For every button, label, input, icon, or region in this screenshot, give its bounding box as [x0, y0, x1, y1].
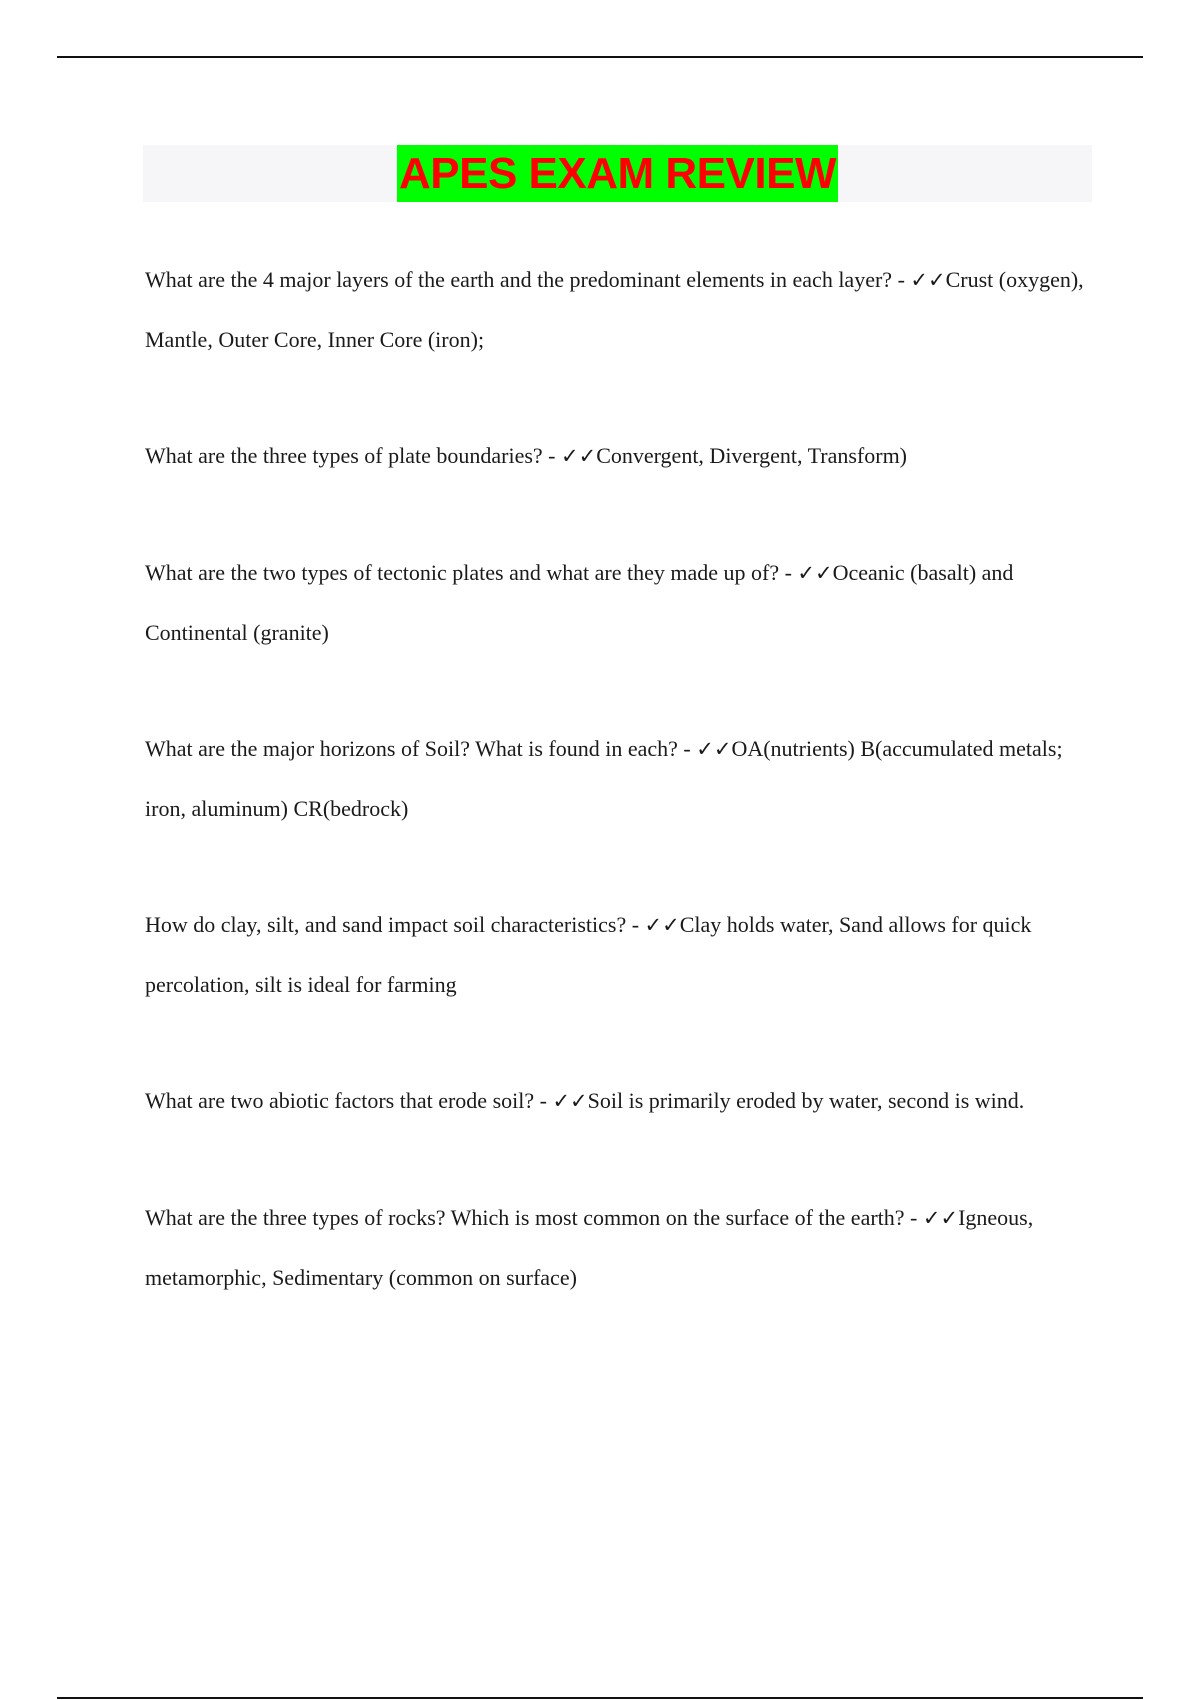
- double-check-icon: ✓✓: [922, 1206, 959, 1230]
- double-check-icon: ✓✓: [797, 561, 833, 585]
- question: What are the two types of tectonic plates and what are they made up of?: [145, 560, 780, 585]
- document-title: APES EXAM REVIEW: [397, 145, 838, 202]
- question: What are the three types of rocks? Which is most common on the surface of the earth?: [145, 1205, 905, 1230]
- separator: -: [904, 1205, 923, 1230]
- double-check-icon: ✓✓: [552, 1089, 588, 1113]
- title-band: [143, 145, 1092, 202]
- answer: Soil is primarily eroded by water, second is wind.: [587, 1088, 1025, 1113]
- answer: Convergent, Divergent, Transform): [596, 443, 908, 468]
- separator: -: [542, 443, 561, 468]
- separator: -: [892, 267, 911, 292]
- qa-item-5: [145, 895, 1090, 1014]
- qa-item-6: [145, 1071, 1090, 1131]
- answer: OA(nutrients) B(accumulated metals; iron, aluminum) CR(bedrock): [145, 736, 1063, 821]
- question: What are two abiotic factors that erode soil?: [145, 1088, 535, 1113]
- double-check-icon: ✓✓: [696, 737, 732, 761]
- double-check-icon: ✓✓: [560, 444, 597, 468]
- qa-item-4: [145, 719, 1090, 838]
- answer: Oceanic (basalt) and Continental (granite): [145, 560, 1014, 645]
- qa-item-7: [145, 1188, 1090, 1307]
- answer: Igneous, metamorphic, Sedimentary (common on surface): [145, 1205, 1034, 1290]
- question: What are the 4 major layers of the earth and the predominant elements in each layer?: [145, 267, 893, 292]
- separator: -: [534, 1088, 553, 1113]
- qa-item-2: [145, 426, 1090, 486]
- qa-item-1: [145, 250, 1090, 369]
- bottom-divider: [57, 1697, 1143, 1699]
- answer: Clay holds water, Sand allows for quick percolation, silt is ideal for farming: [145, 912, 1032, 997]
- qa-list: [145, 250, 1090, 1364]
- double-check-icon: ✓✓: [644, 913, 680, 937]
- double-check-icon: ✓✓: [910, 268, 946, 292]
- separator: -: [677, 736, 697, 761]
- separator: -: [779, 560, 798, 585]
- separator: -: [626, 912, 645, 937]
- question: What are the three types of plate boundaries?: [145, 443, 543, 468]
- answer: Crust (oxygen), Mantle, Outer Core, Inner Core (iron);: [145, 267, 1084, 352]
- qa-item-3: [145, 543, 1090, 662]
- top-divider: [57, 56, 1143, 58]
- question: How do clay, silt, and sand impact soil characteristics?: [145, 912, 627, 937]
- question: What are the major horizons of Soil? What is found in each?: [145, 736, 678, 761]
